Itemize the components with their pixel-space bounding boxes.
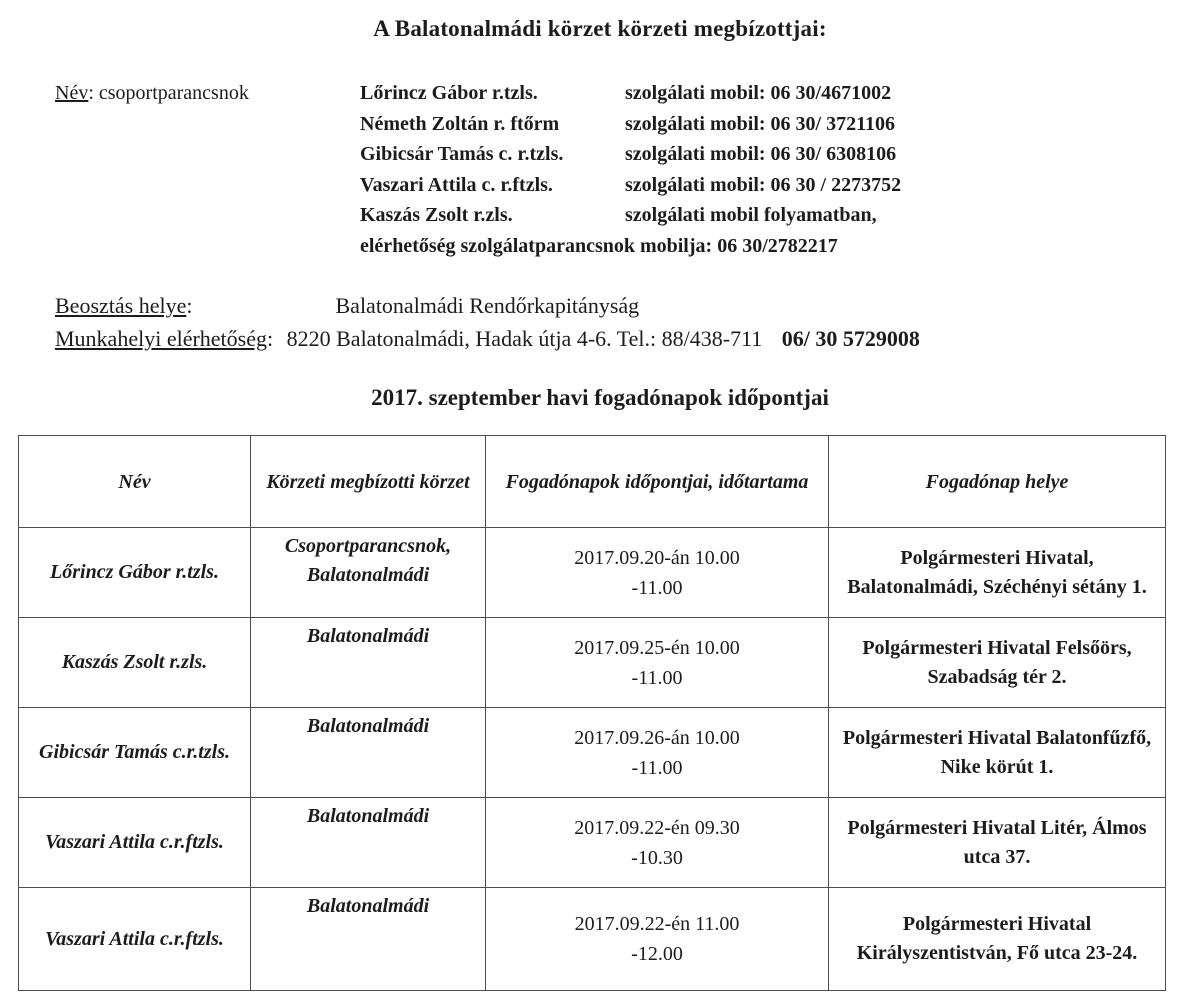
row-time — [486, 618, 829, 708]
header-place: Fogadónap helye — [829, 436, 1166, 528]
assignment-contact-phone: 06/ 30 5729008 — [781, 326, 920, 351]
assignment-contact-colon: : — [267, 326, 274, 351]
row-place: Polgármesteri Hivatal, Balatonalmádi, Széchényi sétány 1. — [829, 528, 1166, 618]
row-district: Balatonalmádi — [251, 618, 486, 708]
row-place: Polgármesteri Hivatal Balatonfűzfő, Nike körút 1. — [829, 708, 1166, 798]
officer-name: Gibicsár Tamás c. r.tzls. — [360, 143, 564, 165]
officer-line — [360, 139, 1200, 170]
header-name: Név — [19, 436, 251, 528]
row-time-until: -10.30 — [631, 846, 683, 869]
table-row — [19, 888, 1166, 991]
assignment-place-colon: : — [186, 293, 193, 318]
officer-phone: szolgálati mobil folyamatban, — [625, 204, 877, 226]
row-time-date: 2017.09.20-án 10.00 — [574, 546, 740, 569]
officer-line — [360, 200, 1200, 231]
schedule-table — [18, 435, 1166, 991]
nev-label: Név — [55, 82, 89, 104]
row-name: Lőrincz Gábor r.tzls. — [19, 528, 251, 618]
assignment-place-line — [55, 289, 1200, 322]
officer-phone: szolgálati mobil: 06 30/ 3721106 — [625, 112, 895, 135]
officer-phone: szolgálati mobil: 06 30 / 2273752 — [625, 173, 902, 196]
document-title: A Balatonalmádi körzet körzeti megbízottjai: — [373, 16, 827, 41]
row-time-until: -11.00 — [631, 576, 683, 599]
row-time-date: 2017.09.25-én 10.00 — [574, 636, 740, 659]
officer-name: Németh Zoltán r. ftőrm — [360, 112, 560, 135]
officer-phone: szolgálati mobil: 06 30/ 6308106 — [625, 143, 897, 165]
officers-section — [0, 78, 1200, 261]
table-header-row — [19, 436, 1166, 528]
row-district: Balatonalmádi — [251, 888, 486, 991]
assignment-place-label-wrap — [55, 289, 330, 322]
officer-line — [360, 109, 1200, 140]
row-time — [486, 888, 829, 991]
row-district: Csoportparancsnok, Balatonalmádi — [251, 528, 486, 618]
officer-line — [360, 170, 1200, 201]
row-time-date: 2017.09.26-án 10.00 — [574, 726, 740, 749]
assignment-section — [0, 289, 1200, 355]
officer-name: Lőrincz Gábor r.tzls. — [360, 82, 538, 104]
table-row — [19, 528, 1166, 618]
row-time-date: 2017.09.22-én 11.00 — [574, 913, 740, 935]
schedule-title: 2017. szeptember havi fogadónapok időpontjai — [371, 385, 829, 410]
header-district: Körzeti megbízotti körzet — [251, 436, 486, 528]
row-name: Vaszari Attila c.r.ftzls. — [19, 888, 251, 991]
officer-line — [360, 78, 1200, 109]
table-row — [19, 708, 1166, 798]
row-district: Balatonalmádi — [251, 708, 486, 798]
row-time — [486, 528, 829, 618]
row-time — [486, 798, 829, 888]
assignment-contact-value: 8220 Balatonalmádi, Hadak útja 4-6. Tel.: 88/438-711 — [286, 326, 763, 351]
table-row — [19, 798, 1166, 888]
assignment-contact-line — [55, 322, 1200, 355]
officers-list — [360, 78, 1200, 261]
row-name: Vaszari Attila c.r.ftzls. — [19, 798, 251, 888]
availability-note: elérhetőség szolgálatparancsnok mobilja: 06 30/2782217 — [360, 234, 838, 257]
table-row — [19, 618, 1166, 708]
row-name: Gibicsár Tamás c.r.tzls. — [19, 708, 251, 798]
row-time-until: -12.00 — [631, 943, 683, 965]
row-time — [486, 708, 829, 798]
assignment-place-label: Beosztás helye — [55, 293, 187, 318]
header-time: Fogadónapok időpontjai, időtartama — [486, 436, 829, 528]
row-place: Polgármesteri Hivatal Királyszentistván, Fő utca 23-24. — [829, 888, 1166, 991]
row-name: Kaszás Zsolt r.zls. — [19, 618, 251, 708]
officer-phone: szolgálati mobil: 06 30/4671002 — [625, 82, 892, 104]
assignment-contact-label: Munkahelyi elérhetőség — [55, 326, 267, 351]
row-time-until: -11.00 — [631, 756, 683, 779]
name-role-label — [55, 78, 360, 108]
nev-value: : csoportparancsnok — [88, 82, 249, 104]
officer-name: Vaszari Attila c. r.ftzls. — [360, 173, 553, 196]
assignment-place-value: Balatonalmádi Rendőrkapitányság — [335, 293, 640, 318]
row-place: Polgármesteri Hivatal Felsőörs, Szabadság tér 2. — [829, 618, 1166, 708]
row-place: Polgármesteri Hivatal Litér, Álmos utca 37. — [829, 798, 1166, 888]
row-district: Balatonalmádi — [251, 798, 486, 888]
officer-name: Kaszás Zsolt r.zls. — [360, 204, 513, 226]
row-time-date: 2017.09.22-én 09.30 — [574, 816, 740, 839]
row-time-until: -11.00 — [631, 666, 683, 689]
